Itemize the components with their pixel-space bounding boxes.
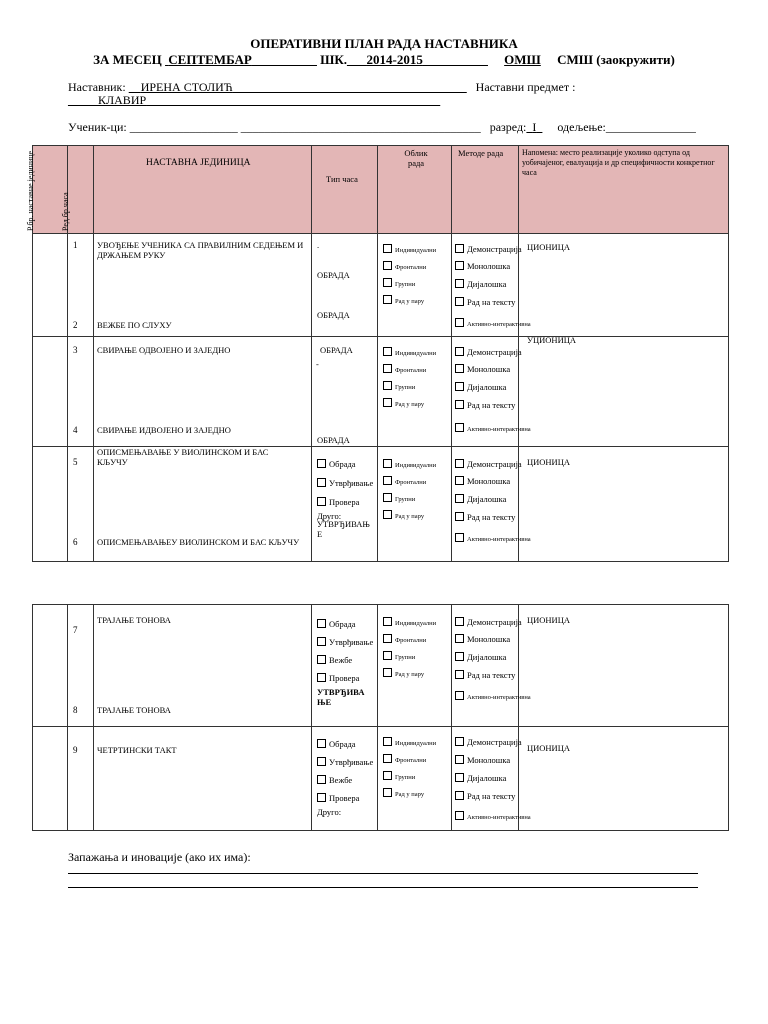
students-label: Ученик-ци: xyxy=(68,120,127,134)
checkbox-icon[interactable] xyxy=(455,494,464,503)
lesson-type[interactable]: ОБРАДА xyxy=(317,310,350,320)
students-line xyxy=(68,120,696,135)
method-option[interactable]: Активно-интерактивна xyxy=(455,533,531,543)
table-row: 3 4 СВИРАЊЕ ОДВОЈЕНО И ЗАЈЕДНО СВИРАЊЕ ИДВОЈЕНО И ЗАЈЕДНО ОБРАДА - ОБРАДА Индивидуални Фронтални Групни Рад у пару Демонстрација Монолошка Дијалошка Рад на тексту Активно-интерактивна УЦИОНИЦА xyxy=(33,337,729,447)
checkbox-icon[interactable] xyxy=(455,533,464,542)
method-option[interactable]: Демонстрација xyxy=(455,459,522,469)
checkbox-icon[interactable] xyxy=(455,347,464,356)
checkbox-icon[interactable] xyxy=(317,793,326,802)
method-option[interactable]: Рад на тексту xyxy=(455,400,515,410)
checkbox-icon[interactable] xyxy=(317,459,326,468)
lesson-type[interactable]: ОБРАДА xyxy=(317,435,350,445)
za-label: ЗА МЕСЕЦ xyxy=(93,52,162,67)
form-option[interactable]: Рад у пару xyxy=(383,668,424,678)
form-option[interactable]: Фронтални xyxy=(383,261,426,271)
checkbox-icon[interactable] xyxy=(455,811,464,820)
form-option[interactable]: Фронтални xyxy=(383,364,426,374)
checkbox-icon[interactable] xyxy=(455,652,464,661)
sk-label: ШК. xyxy=(320,52,348,67)
lesson-type[interactable]: УТВРЂИВАЊ Е xyxy=(317,519,370,539)
method-option[interactable]: Рад на тексту xyxy=(455,791,515,801)
method-option[interactable]: Активно-интерактивна xyxy=(455,811,531,821)
type-option[interactable]: Провера xyxy=(317,673,359,683)
method-option[interactable]: Рад на тексту xyxy=(455,670,515,680)
checkbox-icon[interactable] xyxy=(383,347,392,356)
checkbox-icon[interactable] xyxy=(317,655,326,664)
method-option[interactable]: Дијалошка xyxy=(455,773,506,783)
table-row: 1 2 УВОЂЕЊЕ УЧЕНИКА СА ПРАВИЛНИМ СЕДЕЊЕМ И ДРЖАЊЕМ РУКУ ВЕЖБЕ ПО СЛУХУ . ОБРАДА ОБРАДА Индивидуални Фронтални Групни Рад у пару Демонстрација Монолошка Дијалошка Рад на тексту Активно-интерактивна ЦИОНИЦА xyxy=(33,234,729,337)
checkbox-icon[interactable] xyxy=(455,512,464,521)
checkbox-icon[interactable] xyxy=(455,261,464,270)
dept-field[interactable]: _______________ xyxy=(605,120,696,134)
subject-value[interactable]: КЛАВИР xyxy=(98,93,147,107)
checkbox-icon[interactable] xyxy=(317,673,326,682)
checkbox-icon[interactable] xyxy=(317,637,326,646)
month-line: ЗА МЕСЕЦ СЕПТЕМБАР__________ ШК.___2014-2015__________ ОМШ СМШ (заокружити) xyxy=(93,52,675,67)
students-field[interactable]: __________________ ________________________________________ xyxy=(129,120,481,134)
method-option[interactable]: Активно-интерактивна xyxy=(455,423,531,433)
col-methods: Методе рада xyxy=(452,146,519,234)
form-option[interactable]: Групни xyxy=(383,771,415,781)
method-option[interactable]: Дијалошка xyxy=(455,279,506,289)
form-option[interactable]: Групни xyxy=(383,493,415,503)
type-other-label: Друго: xyxy=(317,807,342,817)
checkbox-icon[interactable] xyxy=(383,295,392,304)
checkbox-icon[interactable] xyxy=(383,651,392,660)
method-option[interactable]: Дијалошка xyxy=(455,494,506,504)
checkbox-icon[interactable] xyxy=(455,423,464,432)
checkbox-icon[interactable] xyxy=(383,788,392,797)
form-option[interactable]: Рад у пару xyxy=(383,398,424,408)
form-option[interactable]: Индивидуални xyxy=(383,617,436,627)
type-option[interactable]: Обрада xyxy=(317,619,356,629)
note-value[interactable]: ЦИОНИЦА xyxy=(527,242,570,252)
note-value[interactable]: ЦИОНИЦА xyxy=(527,743,570,753)
col-lesson-no: Ред.бр.часа xyxy=(68,146,94,234)
checkbox-icon[interactable] xyxy=(383,381,392,390)
checkbox-icon[interactable] xyxy=(455,791,464,800)
year-value: 2014-2015 xyxy=(366,52,423,67)
checkbox-icon[interactable] xyxy=(317,497,326,506)
form-option[interactable]: Рад у пару xyxy=(383,295,424,305)
type-option[interactable]: Утврђивање xyxy=(317,478,373,488)
document-title: ОПЕРАТИВНИ ПЛАН РАДА НАСТАВНИКА xyxy=(250,36,518,51)
teacher-line: Наставник: ИРЕНА СТОЛИЋ_______________________________________ Наставни предмет : xyxy=(68,80,576,94)
type-option[interactable]: Утврђивање xyxy=(317,637,373,647)
method-option[interactable]: Активно-интерактивна xyxy=(455,318,531,328)
checkbox-icon[interactable] xyxy=(455,670,464,679)
smsh-option[interactable]: СМШ (заокружити) xyxy=(557,52,675,67)
checkbox-icon[interactable] xyxy=(317,775,326,784)
lesson-topic[interactable]: ТРАЈАЊЕ ТОНОВА xyxy=(97,705,171,715)
type-option[interactable]: Утврђивање xyxy=(317,757,373,767)
lesson-topic[interactable]: ОПИСМЕЊАВАЊЕ У ВИОЛИНСКОМ И БАС КЉУЧУ xyxy=(97,447,269,467)
checkbox-icon[interactable] xyxy=(455,364,464,373)
checkbox-icon[interactable] xyxy=(383,261,392,270)
grade-label: разред: xyxy=(489,120,527,134)
table-row: 5 6 ОПИСМЕЊАВАЊЕ У ВИОЛИНСКОМ И БАС КЉУЧУ ОПИСМЕЊАВАЊЕУ ВИОЛИНСКОМ И БАС КЉУЧУ Обрада Утврђивање Провера Друго: УТВРЂИВАЊ Е Индивидуални Фронтални Групни Рад у пару Демонстрација Монолошка Дијалошка Рад на тексту Активно-интерактивна ЦИОНИЦА xyxy=(33,447,729,562)
checkbox-icon[interactable] xyxy=(383,634,392,643)
checkbox-icon[interactable] xyxy=(455,244,464,253)
lesson-topic[interactable]: СВИРАЊЕ ОДВОЈЕНО И ЗАЈЕДНО xyxy=(97,345,231,355)
observations-line-2[interactable] xyxy=(68,887,698,888)
checkbox-icon[interactable] xyxy=(383,617,392,626)
type-other-label: Друго: xyxy=(317,511,342,521)
form-option[interactable]: Индивидуални xyxy=(383,244,436,254)
method-option[interactable]: Демонстрација xyxy=(455,617,522,627)
checkbox-icon[interactable] xyxy=(455,476,464,485)
plan-table-2 xyxy=(32,604,729,831)
method-option[interactable]: Дијалошка xyxy=(455,382,506,392)
checkbox-icon[interactable] xyxy=(317,739,326,748)
checkbox-icon[interactable] xyxy=(455,459,464,468)
checkbox-icon[interactable] xyxy=(383,476,392,485)
type-option[interactable]: Вежбе xyxy=(317,655,352,665)
table-row: 7 8 ТРАЈАЊЕ ТОНОВА ТРАЈАЊЕ ТОНОВА Обрада Утврђивање Вежбе Провера УТВРЂИВА ЊЕ Индивидуални Фронтални Групни Рад у пару Демонстрација Монолошка Дијалошка Рад на тексту Активно-интерактивна ЦИОНИЦА xyxy=(33,605,729,727)
col-form: Облик рада xyxy=(378,146,452,234)
col-note: Напомена: место реализације уколико одступа од уобичајеног, евалуација и др специфичности конкретног часа xyxy=(519,146,729,234)
checkbox-icon[interactable] xyxy=(455,755,464,764)
checkbox-icon[interactable] xyxy=(455,279,464,288)
method-option[interactable]: Демонстрација xyxy=(455,737,522,747)
checkbox-icon[interactable] xyxy=(383,754,392,763)
method-option[interactable]: Активно-интерактивна xyxy=(455,691,531,701)
month-value: СЕПТЕМБАР__________ xyxy=(168,52,317,67)
col-unit-no: Р.бр. наставне јединице xyxy=(33,146,68,234)
lesson-topic[interactable]: ОПИСМЕЊАВАЊЕУ ВИОЛИНСКОМ И БАС КЉУЧУ xyxy=(97,537,300,547)
lesson-topic[interactable]: ВЕЖБЕ ПО СЛУХУ xyxy=(97,320,172,330)
lesson-topic[interactable]: СВИРАЊЕ ИДВОЈЕНО И ЗАЈЕДНО xyxy=(97,425,231,435)
form-option[interactable]: Фронтални xyxy=(383,476,426,486)
checkbox-icon[interactable] xyxy=(383,737,392,746)
checkbox-icon[interactable] xyxy=(383,398,392,407)
checkbox-icon[interactable] xyxy=(455,400,464,409)
form-option[interactable]: Индивидуални xyxy=(383,347,436,357)
method-option[interactable]: Рад на тексту xyxy=(455,297,515,307)
form-option[interactable]: Фронтални xyxy=(383,634,426,644)
subject-label: Наставни предмет : xyxy=(475,80,576,94)
checkbox-icon[interactable] xyxy=(383,493,392,502)
checkbox-icon[interactable] xyxy=(317,619,326,628)
table-row: 9 ЧЕТРТИНСКИ ТАКТ Обрада Утврђивање Вежбе Провера Друго: Индивидуални Фронтални Групни Рад у пару Демонстрација Монолошка Дијалошка Рад на тексту Активно-интерактивна ЦИОНИЦА xyxy=(33,727,729,831)
type-option[interactable]: Вежбе xyxy=(317,775,352,785)
checkbox-icon[interactable] xyxy=(383,278,392,287)
form-option[interactable]: Индивидуални xyxy=(383,737,436,747)
checkbox-icon[interactable] xyxy=(455,617,464,626)
checkbox-icon[interactable] xyxy=(317,478,326,487)
checkbox-icon[interactable] xyxy=(455,297,464,306)
subject-line: _____КЛАВИР_________________________________________________ xyxy=(68,93,441,107)
form-option[interactable]: Групни xyxy=(383,381,415,391)
form-option[interactable]: Фронтални xyxy=(383,754,426,764)
checkbox-icon[interactable] xyxy=(383,364,392,373)
teacher-label: Наставник: xyxy=(68,80,126,94)
teacher-name[interactable]: ИРЕНА СТОЛИЋ xyxy=(140,80,233,94)
checkbox-icon[interactable] xyxy=(455,318,464,327)
method-option[interactable]: Дијалошка xyxy=(455,652,506,662)
method-option[interactable]: Монолошка xyxy=(455,364,510,374)
checkbox-icon[interactable] xyxy=(455,382,464,391)
note-value[interactable]: УЦИОНИЦА xyxy=(527,335,576,345)
dept-label: одељење: xyxy=(557,120,606,134)
checkbox-icon[interactable] xyxy=(455,634,464,643)
lesson-topic[interactable]: ЧЕТРТИНСКИ ТАКТ xyxy=(97,745,177,755)
method-option[interactable]: Монолошка xyxy=(455,634,510,644)
checkbox-icon[interactable] xyxy=(383,244,392,253)
type-option[interactable]: Обрада xyxy=(317,459,356,469)
plan-table-1 xyxy=(26,145,729,562)
checkbox-icon[interactable] xyxy=(383,668,392,677)
table-header-row xyxy=(33,146,729,234)
omsh-option[interactable]: ОМШ xyxy=(504,52,541,67)
col-unit: НАСТАВНА ЈЕДИНИЦА xyxy=(94,146,312,234)
method-option[interactable]: Монолошка xyxy=(455,476,510,486)
note-value[interactable]: ЦИОНИЦА xyxy=(527,457,570,467)
type-option[interactable]: Провера xyxy=(317,497,359,507)
checkbox-icon[interactable] xyxy=(383,510,392,519)
col-type: Тип часа xyxy=(312,146,378,234)
type-option[interactable]: Обрада xyxy=(317,739,356,749)
checkbox-icon[interactable] xyxy=(455,737,464,746)
method-option[interactable]: Монолошка xyxy=(455,755,510,765)
observations-line-1[interactable] xyxy=(68,873,698,874)
lesson-type[interactable]: УТВРЂИВА ЊЕ xyxy=(317,687,365,707)
grade-value[interactable]: I xyxy=(532,120,537,134)
checkbox-icon[interactable] xyxy=(383,771,392,780)
lesson-topic[interactable]: ТРАЈАЊЕ ТОНОВА xyxy=(97,615,171,625)
note-value[interactable]: ЦИОНИЦА xyxy=(527,615,570,625)
observations-label: Запажања и иновације (ако их има): xyxy=(68,850,251,864)
checkbox-icon[interactable] xyxy=(455,773,464,782)
type-option[interactable]: Провера xyxy=(317,793,359,803)
checkbox-icon[interactable] xyxy=(317,757,326,766)
method-option[interactable]: Монолошка xyxy=(455,261,510,271)
form-option[interactable]: Групни xyxy=(383,278,415,288)
method-option[interactable]: Демонстрација xyxy=(455,347,522,357)
form-option[interactable]: Рад у пару xyxy=(383,510,424,520)
lesson-type[interactable]: ОБРАДА xyxy=(320,345,353,355)
checkbox-icon[interactable] xyxy=(383,459,392,468)
form-option[interactable]: Индивидуални xyxy=(383,459,436,469)
form-option[interactable]: Рад у пару xyxy=(383,788,424,798)
checkbox-icon[interactable] xyxy=(455,691,464,700)
method-option[interactable]: Рад на тексту xyxy=(455,512,515,522)
form-option[interactable]: Групни xyxy=(383,651,415,661)
method-option[interactable]: Демонстрација xyxy=(455,244,522,254)
lesson-topic[interactable]: УВОЂЕЊЕ УЧЕНИКА СА ПРАВИЛНИМ СЕДЕЊЕМ И ДРЖАЊЕМ РУКУ xyxy=(97,240,304,260)
lesson-type[interactable]: ОБРАДА xyxy=(317,270,350,280)
